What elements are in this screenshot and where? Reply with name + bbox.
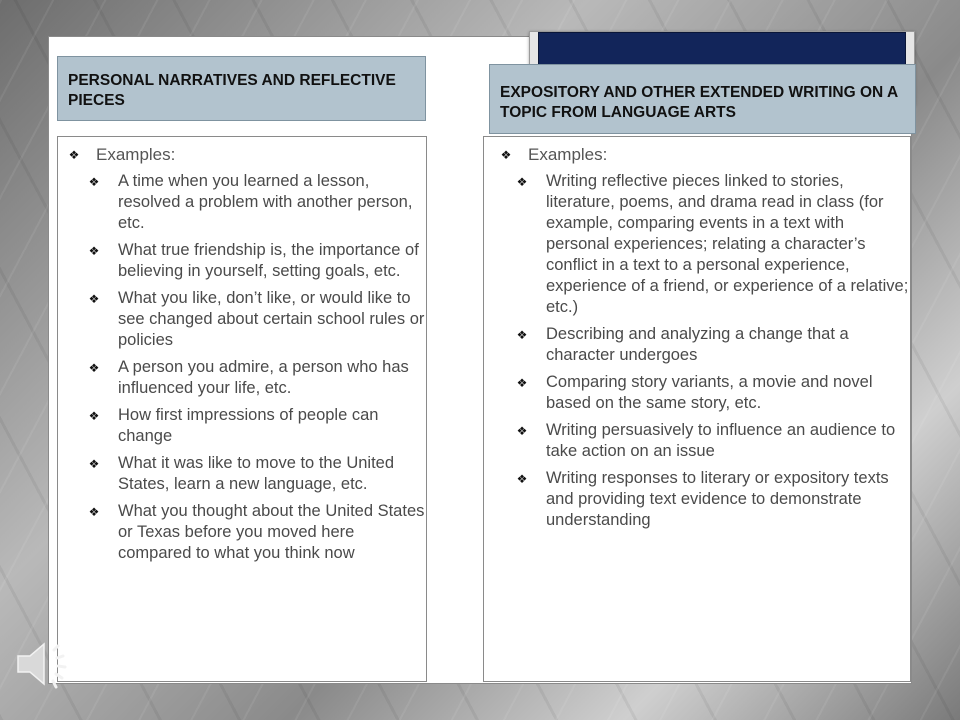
- right-bullet-list: [484, 137, 910, 531]
- list-item: [516, 324, 910, 366]
- list-item: [516, 171, 910, 318]
- bullet-icon: ❖: [68, 148, 80, 162]
- speaker-icon[interactable]: [10, 636, 76, 692]
- list-item-text: Writing reflective pieces linked to stories, literature, poems, and drama read in class (for example, comparing events in a text with personal experiences; relating a character’s conflict in a text to a personal experience, experience of a friend, or experience of a relative; etc.): [546, 172, 909, 316]
- list-item-text: How first impressions of people can change: [118, 406, 379, 445]
- bullet-icon: ❖: [516, 424, 528, 438]
- right-examples-label: Examples:: [528, 145, 608, 164]
- left-bullet-list: [58, 137, 426, 564]
- bullet-icon: ❖: [88, 361, 100, 375]
- bullet-icon: ❖: [88, 292, 100, 306]
- bullet-icon: ❖: [516, 472, 528, 486]
- list-item-text: Writing persuasively to influence an audience to take action on an issue: [546, 421, 896, 460]
- right-column-header: EXPOSITORY AND OTHER EXTENDED WRITING ON A TOPIC FROM LANGUAGE ARTS: [489, 64, 916, 134]
- bullet-icon: ❖: [516, 376, 528, 390]
- bullet-icon: ❖: [88, 505, 100, 519]
- list-item-text: What true friendship is, the importance of believing in yourself, setting goals, etc.: [118, 241, 419, 280]
- list-item-text: What it was like to move to the United States, learn a new language, etc.: [118, 454, 395, 493]
- bullet-icon: ❖: [88, 409, 100, 423]
- left-examples-label: Examples:: [96, 145, 176, 164]
- list-item: [88, 357, 426, 399]
- list-item: [88, 453, 426, 495]
- list-item-text: What you like, don’t like, or would like to see changed about certain school rules or policies: [118, 289, 425, 349]
- right-examples-item: [484, 144, 910, 531]
- bullet-icon: ❖: [88, 175, 100, 189]
- list-item-text: Comparing story variants, a movie and novel based on the same story, etc.: [546, 373, 873, 412]
- bullet-icon: ❖: [500, 148, 512, 162]
- list-item: [516, 468, 910, 531]
- list-item-text: Writing responses to literary or expository texts and providing text evidence to demonstrate understanding: [546, 469, 889, 529]
- bullet-icon: ❖: [516, 328, 528, 342]
- bullet-icon: ❖: [88, 244, 100, 258]
- list-item-text: Describing and analyzing a change that a character undergoes: [546, 325, 849, 364]
- list-item: [88, 240, 426, 282]
- list-item: [88, 501, 426, 564]
- right-column-body: [483, 136, 911, 682]
- list-item: [88, 288, 426, 351]
- list-item-text: A time when you learned a lesson, resolved a problem with another person, etc.: [118, 172, 413, 232]
- list-item: [88, 171, 426, 234]
- left-examples-item: [58, 144, 426, 564]
- left-sub-list: [88, 171, 426, 564]
- list-item-text: What you thought about the United States or Texas before you moved here compared to what you think now: [118, 502, 425, 562]
- list-item-text: A person you admire, a person who has influenced your life, etc.: [118, 358, 409, 397]
- list-item: [516, 372, 910, 414]
- list-item: [88, 405, 426, 447]
- left-column-body: [57, 136, 427, 682]
- bullet-icon: ❖: [516, 175, 528, 189]
- list-item: [516, 420, 910, 462]
- left-column-header: PERSONAL NARRATIVES AND REFLECTIVE PIECES: [57, 56, 426, 121]
- bullet-icon: ❖: [88, 457, 100, 471]
- right-sub-list: [516, 171, 910, 531]
